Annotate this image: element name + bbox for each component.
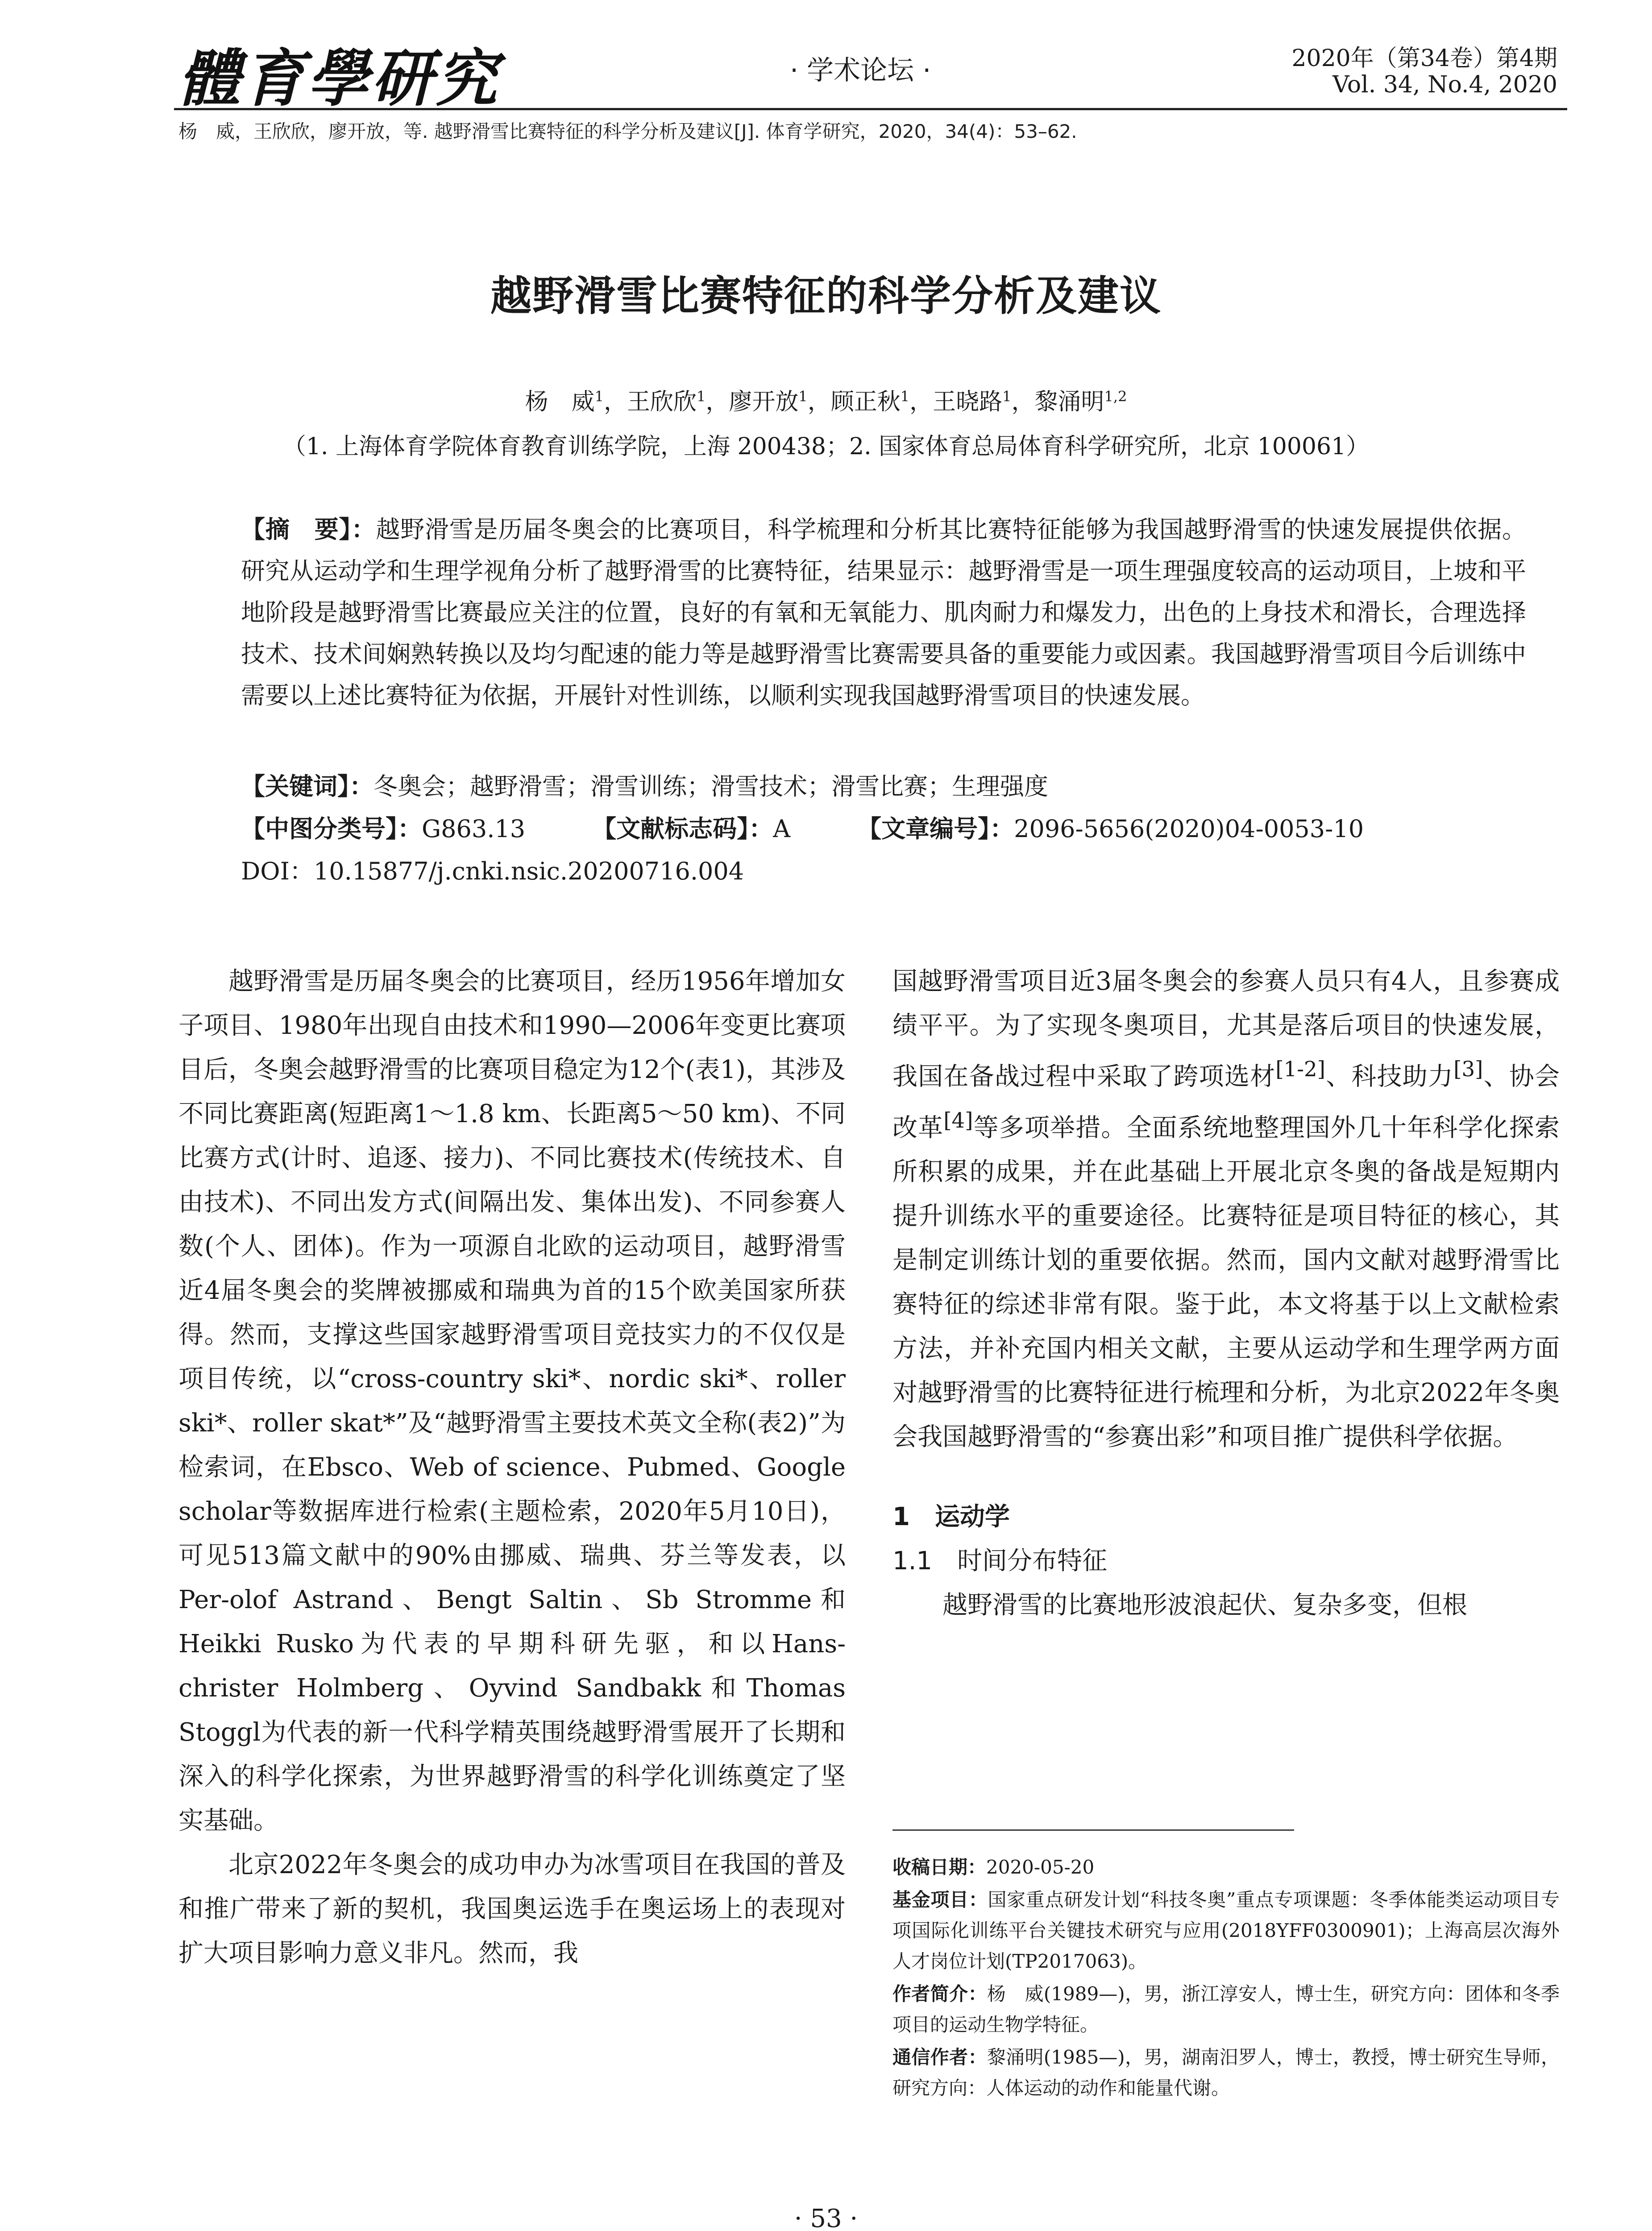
subsection-heading: 1.1 时间分布特征	[892, 1547, 1108, 1576]
author-name: 顾正秋	[830, 389, 901, 415]
article-title: 越野滑雪比赛特征的科学分析及建议	[490, 272, 1162, 320]
abstract-label: 【摘 要】：	[241, 515, 376, 543]
body-text: 、协会改革	[892, 1062, 1560, 1143]
footnote-author	[892, 1978, 1560, 2040]
body-paragraph: 越野滑雪的比赛地形波浪起伏、复杂多变，但根	[942, 1591, 1467, 1620]
author-name: 王欣欣	[627, 389, 697, 415]
journal-logo: 體育學研究	[178, 42, 500, 115]
body-column-left	[178, 959, 846, 1975]
footnote-label: 通信作者：	[892, 2046, 987, 2068]
column-label: · 学术论坛 ·	[790, 55, 931, 86]
footnote-rule	[892, 1829, 1294, 1831]
article-id-label: 【文章编号】：	[857, 815, 1014, 843]
body-column-right	[892, 959, 1560, 1627]
author-affiliation-mark: 1,2	[1104, 388, 1127, 405]
page-number: · 53 ·	[794, 2204, 858, 2231]
clc-label: 【中图分类号】：	[241, 815, 422, 843]
footnote-corresponding	[892, 2042, 1560, 2103]
clc-value: G863.13	[422, 815, 526, 843]
citation-line: 杨 威，王欣欣，廖开放，等. 越野滑雪比赛特征的科学分析及建议[J]. 体育学研究，2020，34(4)：53–62.	[178, 120, 1077, 142]
author-affiliation-mark: 1	[1002, 388, 1012, 405]
body-text: 等多项举措。全面系统地整理国外几十年科学化探索所积累的成果，并在此基础上开展北京冬奥的备战是短期内提升训练水平的重要途径。比赛特征是项目特征的核心，其是制定训练计划的重要依据。然而，国内文献对越野滑雪比赛特征的综述非常有限。鉴于此，本文将基于以上文献检索方法，并补充国内相关文献，主要从运动学和生理学两方面对越野滑雪的比赛特征进行梳理和分析，为北京2022年冬奥会我国越野滑雪的“参赛出彩”和项目推广提供科学依据。	[892, 1113, 1560, 1452]
author-affiliation-mark: 1	[900, 388, 910, 405]
author-affiliation-mark: 1	[594, 388, 604, 405]
section-heading: 1 运动学	[892, 1502, 1010, 1532]
body-paragraph: 越野滑雪是历届冬奥会的比赛项目，经历1956年增加女子项目、1980年出现自由技术和1990—2006年变更比赛项目后，冬奥会越野滑雪的比赛项目稳定为12个(表1)，其涉及不同比赛距离(短距离1～1.8 km、长距离5～50 km)、不同比赛方式(计时、追逐、接力)、不同比赛技术(传统技术、自由技术)、不同出发方式(间隔出发、集体出发)、不同参赛人数(个人、团体)。作为一项源自北欧的运动项目，越野滑雪近4届冬奥会的奖牌被挪威和瑞典为首的15个欧美国家所获得。然而，支撑这些国家越野滑雪项目竞技实力的不仅仅是项目传统，以“cross-country ski*、nordic ski*、roller ski*、roller skat*”及“越野滑雪主要技术英文全称(表2)”为检索词，在Ebsco、Web of science、Pubmed、Google scholar等数据库进行检索(主题检索，2020年5月10日)，可见513篇文献中的90%由挪威、瑞典、芬兰等发表，以Per-olof Astrand、Bengt Saltin、Sb Stromme和Heikki Rusko为代表的早期科研先驱，和以Hans-christer Holmberg、Oyvind Sandbakk和Thomas Stoggl为代表的新一代科学精英围绕越野滑雪展开了长期和深入的科学化探索，为世界越野滑雪的科学化训练奠定了坚实基础。	[178, 967, 846, 1835]
author-affiliation-mark: 1	[798, 388, 808, 405]
body-paragraph	[892, 959, 1560, 1459]
footnote-text: 黎涌明(1985—)，男，湖南汨罗人，博士，教授，博士研究生导师，研究方向：人体运动的动作和能量代谢。	[892, 2046, 1560, 2099]
issue-info-en: Vol. 34, No.4, 2020	[1332, 71, 1557, 98]
doc-code-value: A	[773, 815, 791, 843]
article-id-value: 2096-5656(2020)04-0053-10	[1014, 815, 1364, 843]
doi: DOI：10.15877/j.cnki.nsic.20200716.004	[241, 857, 744, 885]
reference-mark: [4]	[943, 1108, 973, 1133]
affiliations: （1. 上海体育学院体育教育训练学院，上海 200438；2. 国家体育总局体育科学研究所，北京 100061）	[282, 433, 1370, 460]
footnote-text: 2020-05-20	[986, 1856, 1095, 1878]
author-name: 黎涌明	[1034, 389, 1104, 415]
keywords	[241, 767, 1048, 802]
body-paragraph: 北京2022年冬奥会的成功申办为冰雪项目在我国的普及和推广带来了新的契机，我国奥运选手在奥运场上的表现对扩大项目影响力意义非凡。然而，我	[178, 1850, 846, 1968]
footnote-text: 杨 威(1989—)，男，浙江淳安人，博士生，研究方向：团体和冬季项目的运动生物学特征。	[892, 1983, 1560, 2036]
abstract-text: 越野滑雪是历届冬奥会的比赛项目，科学梳理和分析其比赛特征能够为我国越野滑雪的快速发展提供依据。研究从运动学和生理学视角分析了越野滑雪的比赛特征，结果显示：越野滑雪是一项生理强度较高的运动项目，上坡和平地阶段是越野滑雪比赛最应关注的位置，良好的有氧和无氧能力、肌肉耐力和爆发力，出色的上身技术和滑长，合理选择技术、技术间娴熟转换以及均匀配速的能力等是越野滑雪比赛需要具备的重要能力或因素。我国越野滑雪项目今后训练中需要以上述比赛特征为依据，开展针对性训练，以顺利实现我国越野滑雪项目的快速发展。	[241, 515, 1527, 709]
footnote-text: 国家重点研发计划“科技冬奥”重点专项课题：冬季体能类运动项目专项国际化训练平台关键技术研究与应用(2018YFF0300901)；上海高层次海外人才岗位计划(TP2017063)。	[892, 1889, 1560, 1972]
header-rule	[174, 108, 1567, 110]
keywords-text: 冬奥会；越野滑雪；滑雪训练；滑雪技术；滑雪比赛；生理强度	[374, 772, 1048, 800]
footnote-label: 基金项目：	[892, 1889, 988, 1911]
footnote-received	[892, 1852, 1560, 1883]
author-name: 廖开放	[729, 389, 799, 415]
footnote-label: 收稿日期：	[892, 1856, 987, 1878]
reference-mark: [1-2]	[1275, 1057, 1325, 1082]
author-name: 杨 威	[525, 389, 595, 415]
reference-mark: [3]	[1453, 1057, 1483, 1082]
author-list: 杨 威$^1$，王欣欣$^1$，廖开放$^1$，顾正秋$^1$，王晓路$^1$，黎涌明$^{1,2}$	[525, 388, 1127, 415]
doc-code-label: 【文献标志码】：	[592, 815, 773, 843]
issue-info-cn: 2020年（第34卷）第4期	[1291, 45, 1557, 72]
footnote-label: 作者简介：	[892, 1983, 987, 2005]
footnotes	[892, 1852, 1560, 2105]
footnote-fund	[892, 1884, 1560, 1977]
keywords-label: 【关键词】：	[241, 772, 374, 800]
author-name: 王晓路	[933, 389, 1003, 415]
classification-line	[241, 810, 1364, 844]
abstract	[241, 509, 1526, 716]
author-affiliation-mark: 1	[696, 388, 706, 405]
body-text: 国越野滑雪项目近3届冬奥会的参赛人员只有4人，且参赛成绩平平。为了实现冬奥项目，尤其是落后项目的快速发展，我国在备战过程中采取了跨项选材	[892, 967, 1560, 1091]
body-text: 、科技助力	[1325, 1062, 1454, 1091]
